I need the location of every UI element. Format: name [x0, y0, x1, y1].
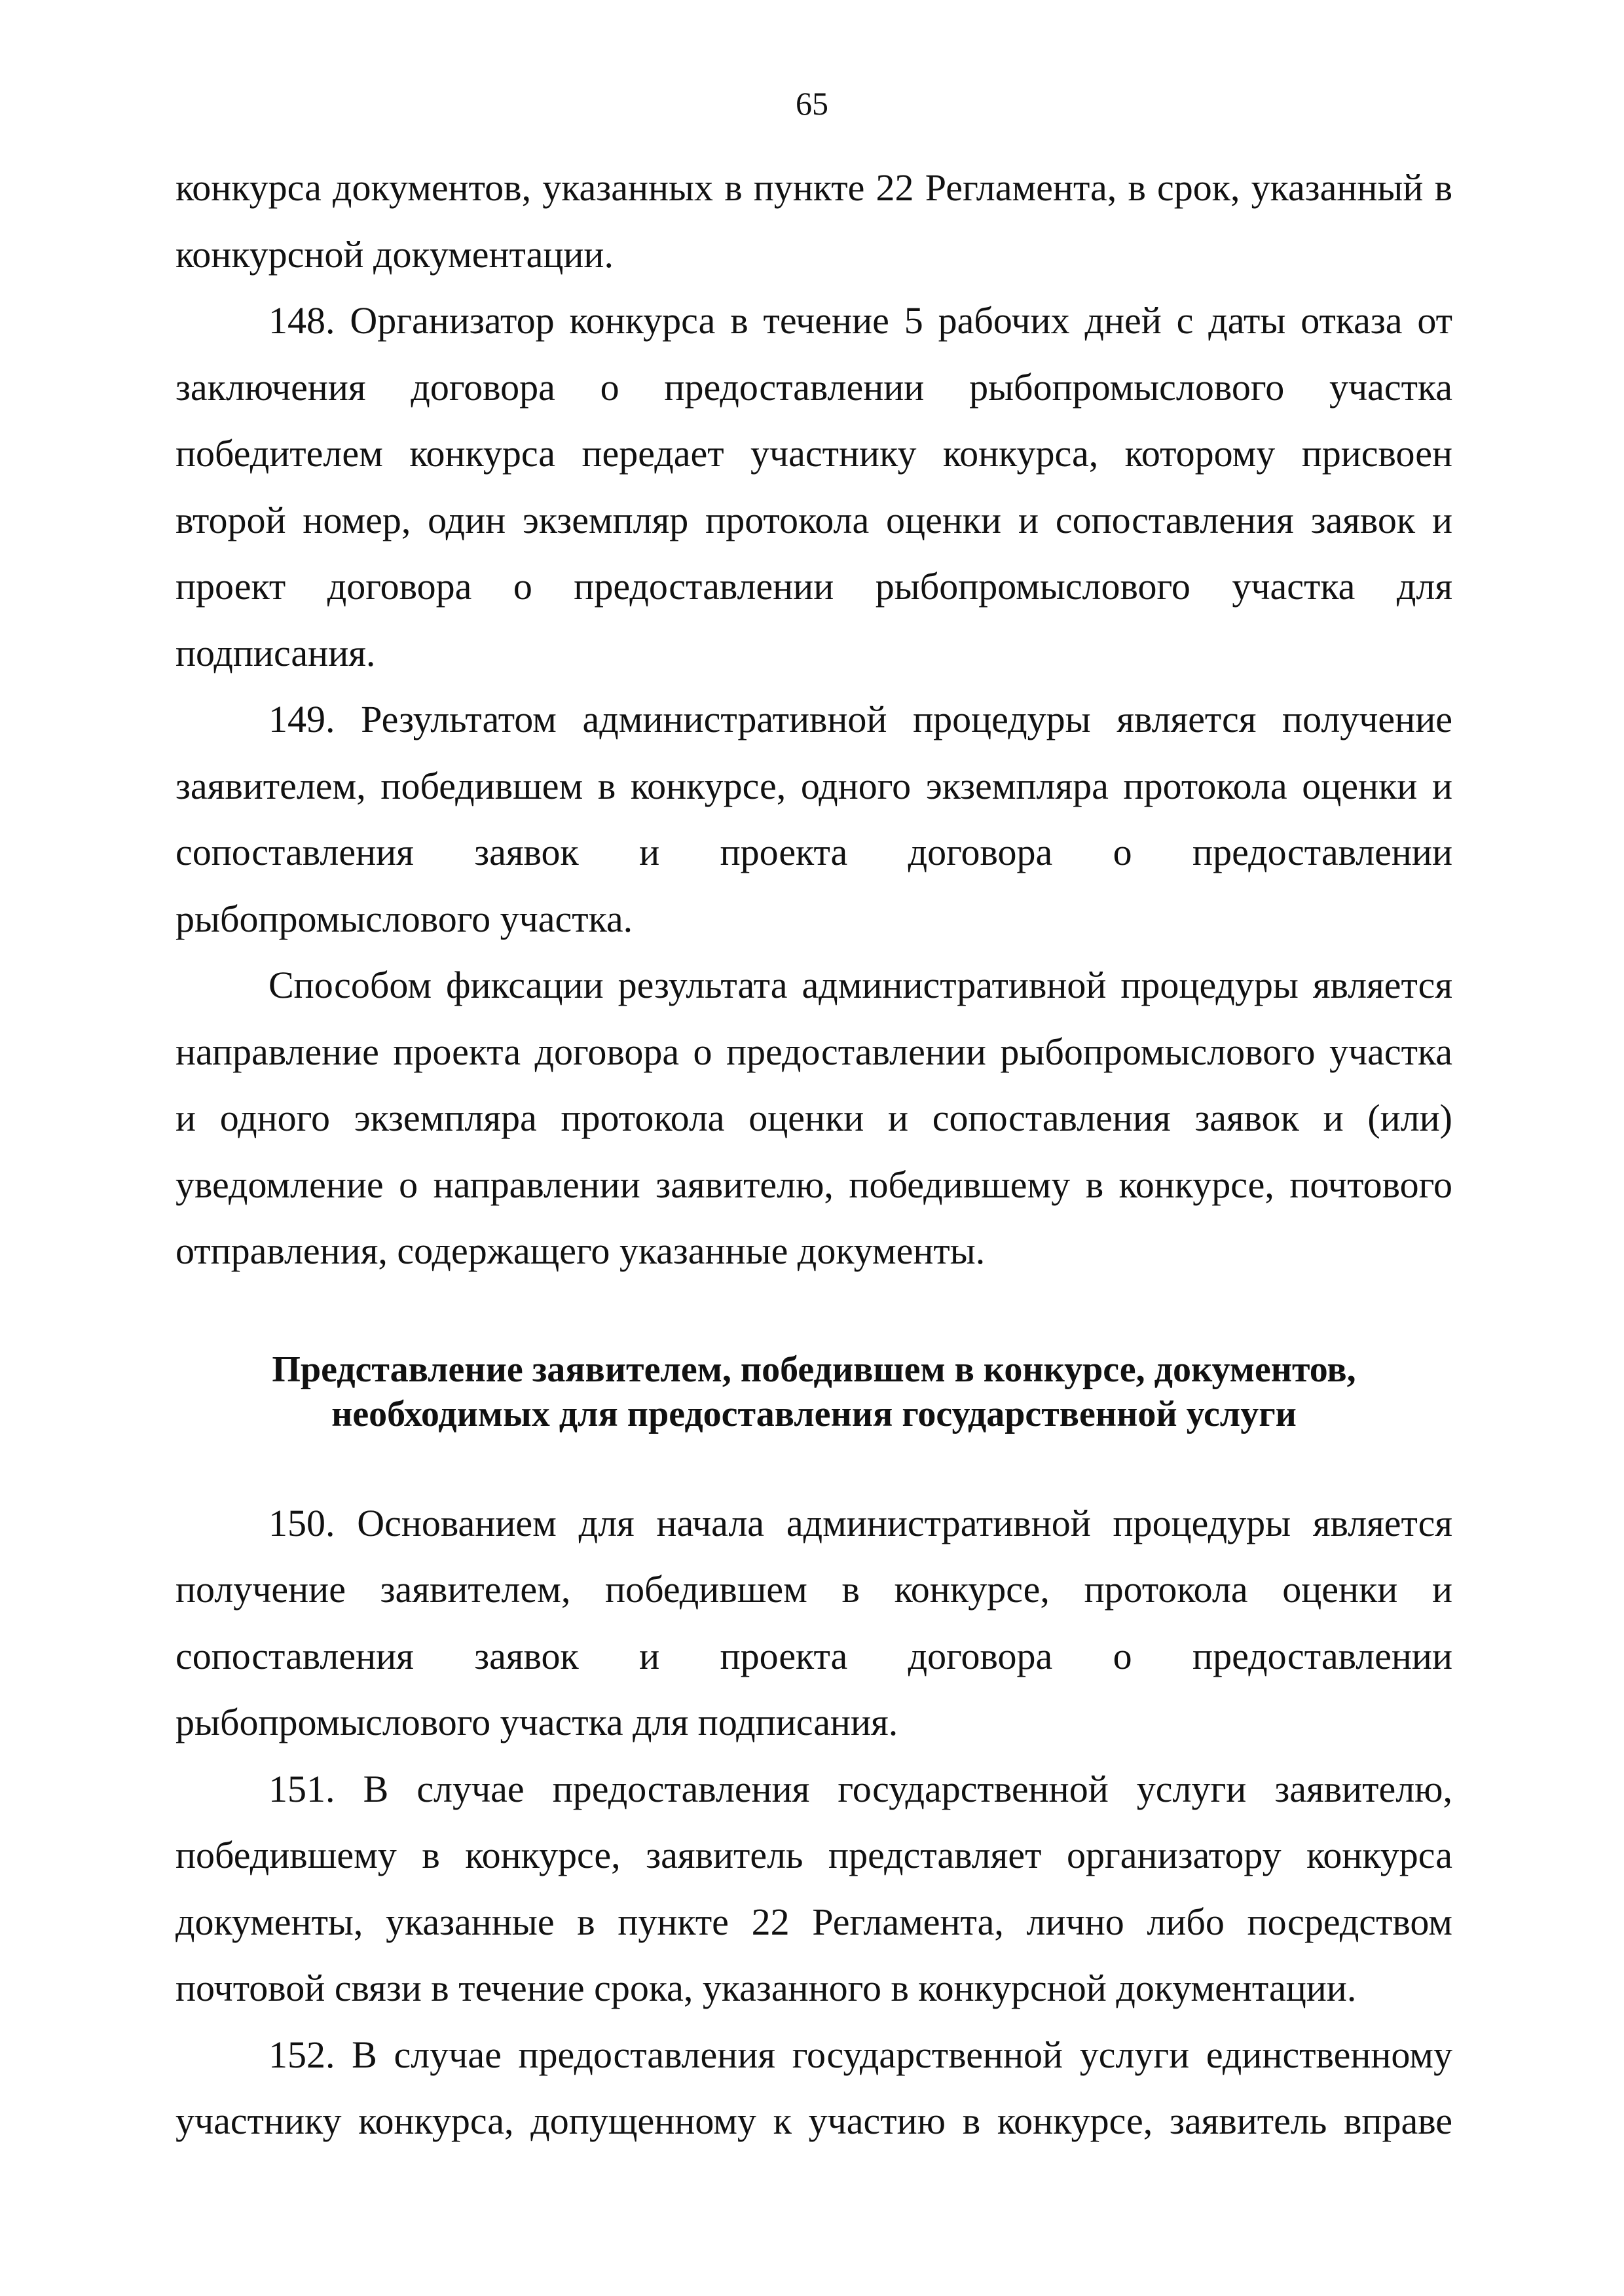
paragraph-149: 149. Результатом административной процедуры является получение заявителем, победившем в конкурсе, одного экземпляра протокола оценки и сопоставления заявок и проекта договора о предоставлении рыбопромыслового участка. — [175, 698, 1452, 940]
paragraph-continuation: конкурса документов, указанных в пункте 22 Регламента, в срок, указанный в конкурсной документации. — [175, 166, 1452, 276]
section-heading-line-2: необходимых для предоставления государственной услуги — [331, 1393, 1297, 1434]
section-heading-line-1: Представление заявителем, победившем в конкурсе, документов, — [272, 1349, 1356, 1390]
paragraph-149-result-fixation: Способом фиксации результата административной процедуры является направление проекта договора о предоставлении рыбопромыслового участка и одного экземпляра протокола оценки и сопоставления заявок и (или) уведомление о направлении заявителю, победившему в конкурсе, почтового отправления, содержащего указанные документы. — [175, 964, 1452, 1272]
paragraph-152: 152. В случае предоставления государственной услуги единственному участнику конкурса, допущенному к участию в конкурсе, заявитель вправе — [175, 2033, 1452, 2142]
section-heading — [175, 1285, 1452, 1490]
paragraph-151: 151. В случае предоставления государственной услуги заявителю, победившему в конкурсе, заявитель представляет организатору конкурса документы, указанные в пункте 22 Регламента, лично либо посредством почтовой связи в течение срока, указанного в конкурсной документации. — [175, 1767, 1452, 2009]
paragraph-150: 150. Основанием для начала административной процедуры является получение заявителем, победившем в конкурсе, протокола оценки и сопоставления заявок и проекта договора о предоставлении рыбопромыслового участка для подписания. — [175, 1501, 1452, 1743]
page-number: 65 — [796, 85, 828, 122]
document-body — [175, 155, 1452, 2155]
paragraph-148: 148. Организатор конкурса в течение 5 рабочих дней с даты отказа от заключения договора о предоставлении рыбопромыслового участка победителем конкурса передает участнику конкурса, которому присвоен второй номер, один экземпляр протокола оценки и сопоставления заявок и проект договора о предоставлении рыбопромыслового участка для подписания. — [175, 299, 1452, 674]
